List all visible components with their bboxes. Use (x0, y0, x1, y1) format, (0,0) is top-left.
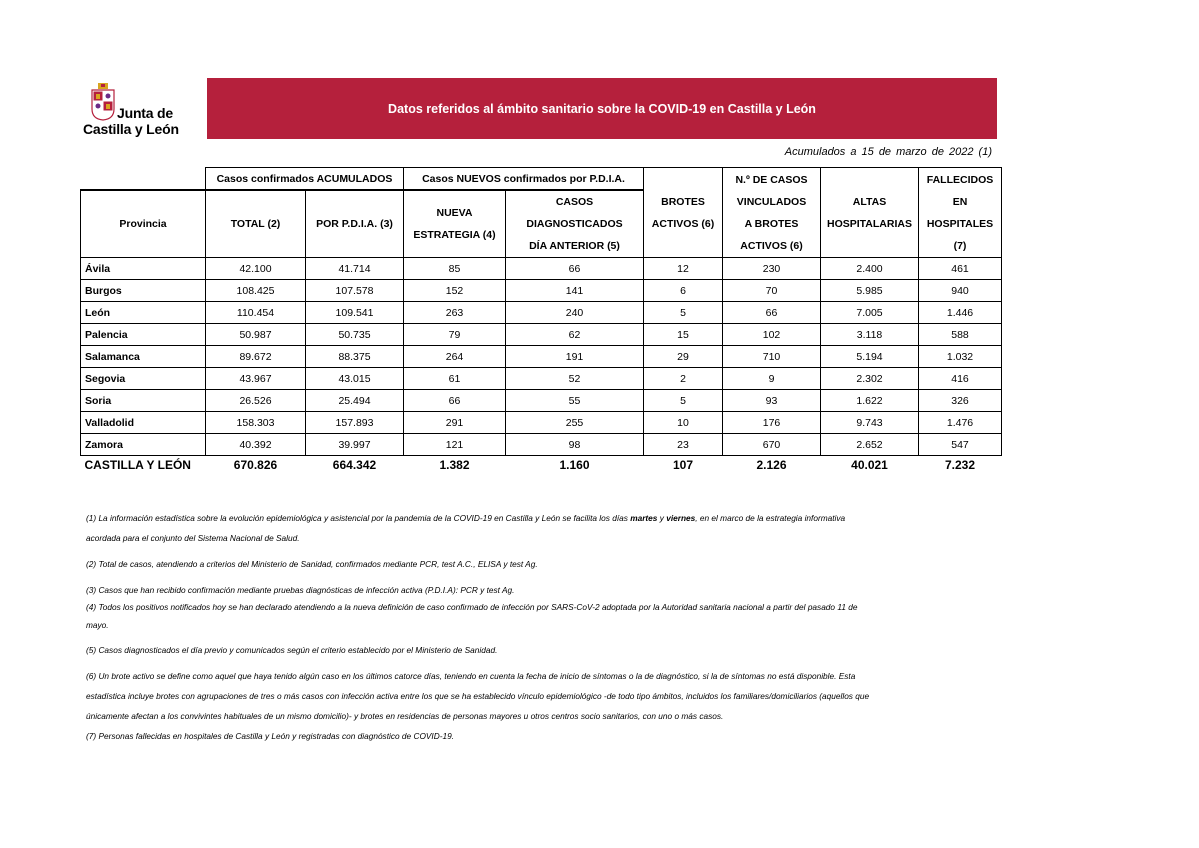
total-row (81, 456, 1002, 475)
data-cell: 26.526 (206, 390, 306, 412)
data-cell: 43.015 (306, 368, 404, 390)
data-cell: 2 (644, 368, 723, 390)
table-row (81, 302, 1002, 324)
group-acumulados: Casos confirmados ACUMULADOS (206, 168, 404, 191)
province-name: Segovia (81, 368, 206, 390)
data-cell: 264 (404, 346, 506, 368)
header-pdia: POR P.D.I.A. (3) (306, 190, 404, 258)
header-total: TOTAL (2) (206, 190, 306, 258)
table-row (81, 258, 1002, 280)
header-vinc-line2: VINCULADOS (736, 195, 807, 208)
data-cell: 23 (644, 434, 723, 456)
header-row-groups (81, 168, 1002, 191)
table-row (81, 434, 1002, 456)
data-cell: 25.494 (306, 390, 404, 412)
data-cell: 88.375 (306, 346, 404, 368)
data-cell: 1.446 (919, 302, 1002, 324)
note-6-line2: estadística incluye brotes con agrupaciones de tres o más casos con infección activa entre los que se ha establecido vínculo epidemiológico -de todo tipo ámbitos, incluidos los familiares/domiciliarios (aquellos que (86, 691, 870, 701)
header-nueva-line1: NUEVA (436, 207, 473, 219)
province-name: Zamora (81, 434, 206, 456)
data-cell: 66 (506, 258, 644, 280)
note-1-y: y (659, 513, 664, 523)
province-name: Ávila (81, 258, 206, 280)
total-cell: 670.826 (233, 458, 278, 472)
table-row (81, 346, 1002, 368)
data-cell: 191 (506, 346, 644, 368)
note-1-line2: acordada para el conjunto del Sistema Nacional de Salud. (86, 533, 300, 543)
data-cell: 157.893 (306, 412, 404, 434)
header-vinculados (723, 168, 821, 258)
note-4 (86, 598, 998, 634)
data-cell: 12 (644, 258, 723, 280)
header-diagnosticados (506, 190, 644, 258)
data-cell: 461 (919, 258, 1002, 280)
data-cell: 1.032 (919, 346, 1002, 368)
data-cell: 107.578 (306, 280, 404, 302)
province-name: León (81, 302, 206, 324)
header-fall-line4: (7) (953, 239, 967, 252)
total-cell: 1.160 (559, 458, 590, 472)
note-4-line2: mayo. (86, 620, 109, 630)
data-cell: 93 (723, 390, 821, 412)
data-cell: 7.005 (821, 302, 919, 324)
total-cell: 40.021 (851, 458, 888, 472)
data-cell: 141 (506, 280, 644, 302)
header-brotes-line1: BROTES (661, 195, 705, 208)
header-altas-line1: ALTAS (852, 195, 887, 208)
data-cell: 121 (404, 434, 506, 456)
data-cell: 50.987 (206, 324, 306, 346)
logo-line-2: Castilla y León (83, 121, 179, 137)
total-label: CASTILLA Y LEÓN (84, 458, 191, 472)
data-cell: 152 (404, 280, 506, 302)
table-row (81, 390, 1002, 412)
data-cell: 70 (723, 280, 821, 302)
data-cell: 2.302 (821, 368, 919, 390)
note-3: (3) Casos que han recibido confirmación mediante pruebas diagnósticas de infección activa (P.D.I.A): PCR y test Ag. (86, 585, 515, 595)
header-vinc-line3: A BROTES (744, 217, 799, 230)
note-1-viernes: viernes (666, 513, 696, 523)
province-name: Soria (81, 390, 206, 412)
data-cell: 5 (644, 390, 723, 412)
data-cell: 5.194 (821, 346, 919, 368)
blank-cell (81, 168, 206, 191)
table-row (81, 412, 1002, 434)
data-cell: 940 (919, 280, 1002, 302)
header-fallecidos (919, 168, 1002, 258)
header-fall-line1: FALLECIDOS (926, 173, 994, 186)
footnotes (86, 508, 998, 746)
note-6-line3: únicamente afectan a los convivintes habituales de un mismo domicilio)- y brotes en residencias de personas mayores u otros centros socio sanitarios, con uno o más casos. (86, 711, 724, 721)
header-vinc-line4: ACTIVOS (6) (740, 239, 803, 252)
data-cell: 547 (919, 434, 1002, 456)
data-cell: 10 (644, 412, 723, 434)
table-row (81, 280, 1002, 302)
total-cell: 1.382 (439, 458, 470, 472)
header-fall-line3: HOSPITALES (926, 217, 994, 230)
note-6 (86, 666, 998, 726)
data-cell: 670 (723, 434, 821, 456)
data-cell: 41.714 (306, 258, 404, 280)
header-brotes (644, 168, 723, 258)
header-diag-line3: DÍA ANTERIOR (5) (529, 240, 620, 252)
header-altas-line2: HOSPITALARIAS (827, 217, 912, 230)
data-cell: 52 (506, 368, 644, 390)
data-cell: 39.997 (306, 434, 404, 456)
data-cell: 110.454 (206, 302, 306, 324)
data-cell: 291 (404, 412, 506, 434)
total-cell: 7.232 (944, 458, 976, 472)
data-cell: 255 (506, 412, 644, 434)
data-cell: 240 (506, 302, 644, 324)
data-cell: 3.118 (821, 324, 919, 346)
logo-line-1: Junta de (117, 105, 173, 121)
data-cell: 55 (506, 390, 644, 412)
note-1-martes: martes (630, 513, 658, 523)
data-cell: 108.425 (206, 280, 306, 302)
note-2: (2) Total de casos, atendiendo a criterios del Ministerio de Sanidad, confirmados mediante PCR, test A.C., ELISA y test Ag. (86, 559, 538, 569)
note-4-line1: (4) Todos los positivos notificados hoy se han declarado atendiendo a la nueva definición de caso confirmado de infección por SARS-CoV-2 adoptada por la Autoridad sanitaria nacional a partir del pasado 11 de (86, 602, 858, 612)
data-cell: 15 (644, 324, 723, 346)
note-1-text: (1) La información estadística sobre la evolución epidemiológica y asistencial por la pandemia de la COVID-19 en Castilla y León se facilita los días (86, 513, 628, 523)
header-diag-line1: CASOS (555, 196, 594, 208)
total-cell: 664.342 (332, 458, 377, 472)
date-note: Acumulados a 15 de marzo de 2022 (1) (784, 146, 992, 158)
table-row (81, 324, 1002, 346)
data-cell: 158.303 (206, 412, 306, 434)
data-cell: 98 (506, 434, 644, 456)
note-1-text-end: , en el marco de la estrategia informativa (695, 513, 846, 523)
data-cell: 2.652 (821, 434, 919, 456)
data-cell: 588 (919, 324, 1002, 346)
data-cell: 50.735 (306, 324, 404, 346)
header-nueva-line2: ESTRATEGIA (4) (413, 229, 496, 241)
data-cell: 85 (404, 258, 506, 280)
group-nuevos: Casos NUEVOS confirmados por P.D.I.A. (404, 168, 644, 191)
data-cell: 416 (919, 368, 1002, 390)
note-7: (7) Personas fallecidas en hospitales de Castilla y León y registradas con diagnóstico de COVID-19. (86, 731, 455, 741)
data-cell: 9.743 (821, 412, 919, 434)
data-cell: 1.476 (919, 412, 1002, 434)
data-cell: 89.672 (206, 346, 306, 368)
note-1 (86, 508, 998, 548)
data-cell: 1.622 (821, 390, 919, 412)
banner-title: Datos referidos al ámbito sanitario sobre la COVID-19 en Castilla y León (388, 101, 816, 116)
total-cell: 107 (672, 458, 694, 472)
header-vinc-line1: N.º DE CASOS (735, 173, 808, 186)
data-cell: 29 (644, 346, 723, 368)
data-cell: 42.100 (206, 258, 306, 280)
data-cell: 61 (404, 368, 506, 390)
data-cell: 5.985 (821, 280, 919, 302)
header-nueva (404, 190, 506, 258)
table-row (81, 368, 1002, 390)
province-name: Palencia (81, 324, 206, 346)
covid-data-table (80, 167, 1002, 474)
header-provincia: Provincia (81, 190, 206, 258)
data-cell: 66 (404, 390, 506, 412)
header-altas (821, 168, 919, 258)
province-name: Burgos (81, 280, 206, 302)
data-cell: 62 (506, 324, 644, 346)
data-cell: 79 (404, 324, 506, 346)
data-cell: 176 (723, 412, 821, 434)
data-cell: 43.967 (206, 368, 306, 390)
header-fall-line2: EN (952, 195, 968, 208)
data-cell: 263 (404, 302, 506, 324)
junta-logo (80, 80, 200, 140)
table-body (81, 258, 1002, 456)
data-cell: 710 (723, 346, 821, 368)
data-cell: 6 (644, 280, 723, 302)
header-diag-line2: DIAGNOSTICADOS (526, 218, 623, 230)
province-name: Valladolid (81, 412, 206, 434)
coat-of-arms-icon (91, 83, 115, 121)
data-cell: 2.400 (821, 258, 919, 280)
data-cell: 66 (723, 302, 821, 324)
data-cell: 326 (919, 390, 1002, 412)
data-cell: 40.392 (206, 434, 306, 456)
note-5: (5) Casos diagnosticados el día previo y comunicados según el criterio establecido por el Ministerio de Sanidad. (86, 645, 498, 655)
note-6-line1: (6) Un brote activo se define como aquel que haya tenido algún caso en los últimos catorce días, teniendo en cuenta la fecha de inicio de síntomas o la de diagnóstico, si la de síntomas no está disponible. Esta (86, 671, 856, 681)
header-brotes-line2: ACTIVOS (6) (651, 217, 715, 230)
title-banner (207, 78, 997, 139)
data-cell: 109.541 (306, 302, 404, 324)
data-cell: 9 (723, 368, 821, 390)
total-cell: 2.126 (756, 458, 787, 472)
data-cell: 5 (644, 302, 723, 324)
data-cell: 230 (723, 258, 821, 280)
data-cell: 102 (723, 324, 821, 346)
province-name: Salamanca (81, 346, 206, 368)
